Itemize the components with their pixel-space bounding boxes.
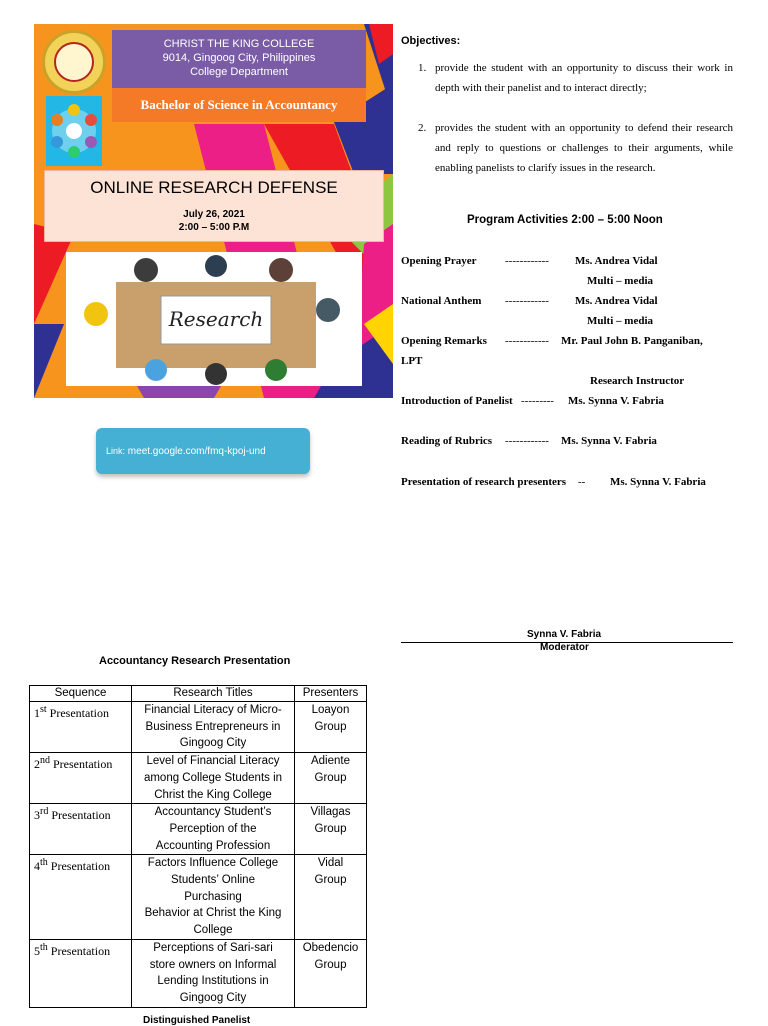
research-title-cell: Level of Financial Literacy among College Students in Christ the King College <box>132 753 295 804</box>
activity-role: Research Instructor <box>590 375 685 387</box>
college-seal-icon <box>42 30 106 94</box>
meeting-url[interactable]: meet.google.com/fmq-kpoj-und <box>127 446 266 457</box>
objective-text: provide the student with an opportunity to discuss their work in depth with their panelist and to interact directly; <box>435 62 733 94</box>
research-title-cell: Factors Influence College Students’ Online Purchasing Behavior at Christ the King College <box>132 855 295 940</box>
research-title-cell: Financial Literacy of Micro- Business Entrepreneurs in Gingoog City <box>132 702 295 753</box>
event-title: ONLINE RESEARCH DEFENSE <box>90 178 338 197</box>
activity-dashes: ------------ <box>505 255 549 267</box>
column-header: Presenters <box>295 686 367 702</box>
panelist-heading: Distinguished Panelist <box>143 1015 251 1026</box>
sequence-cell: 3rd Presentation <box>30 804 132 855</box>
activity-role: Multi – media <box>587 315 653 327</box>
objective-text: provides the student with an opportunity to defend their research and reply to questions or challenges to their arguments, while enabling panelists to clarify issues in the research. <box>435 122 733 174</box>
table-row <box>30 804 367 855</box>
research-title-cell: Accountancy Student’s Perception of the Accounting Profession <box>132 804 295 855</box>
activity-continuation: LPT <box>401 355 423 367</box>
activity-label: National Anthem <box>401 295 482 307</box>
sequence-cell: 5th Presentation <box>30 939 132 1007</box>
table-header-row <box>30 686 367 702</box>
research-title-cell: Perceptions of Sari-sari store owners on Informal Lending Institutions in Gingoog City <box>132 939 295 1007</box>
event-poster <box>34 24 393 398</box>
research-team-image <box>66 252 362 386</box>
table-row <box>30 702 367 753</box>
program-heading: Program Activities 2:00 – 5:00 Noon <box>467 214 663 226</box>
activity-label: Presentation of research presenters <box>401 476 567 488</box>
moderator-role: Moderator <box>540 642 589 653</box>
table-row <box>30 753 367 804</box>
sequence-cell: 2nd Presentation <box>30 753 132 804</box>
presenter-cell: Obedencio Group <box>295 939 367 1007</box>
apps-circle-icon <box>46 96 102 166</box>
presenter-cell: Loayon Group <box>295 702 367 753</box>
event-title-box <box>44 170 384 242</box>
moderator-name: Synna V. Fabria <box>527 629 602 640</box>
college-department: College Department <box>190 66 288 78</box>
college-header <box>112 30 366 88</box>
photo-research-word: Research <box>168 307 264 331</box>
table-row <box>30 855 367 940</box>
event-time: 2:00 – 5:00 P.M <box>178 222 250 233</box>
objectives-heading: Objectives: <box>401 35 461 47</box>
column-header: Research Titles <box>132 686 295 702</box>
event-date: July 26, 2021 <box>183 209 245 220</box>
activity-person: Ms. Synna V. Fabria <box>568 395 664 407</box>
activity-dashes: --------- <box>521 395 554 407</box>
presenter-cell: Vidal Group <box>295 855 367 940</box>
presenter-cell: Villagas Group <box>295 804 367 855</box>
activity-dashes: ------------ <box>505 435 549 447</box>
presenter-cell: Adiente Group <box>295 753 367 804</box>
activity-person: Ms. Synna V. Fabria <box>610 476 706 488</box>
table-row <box>30 939 367 1007</box>
meeting-link-button[interactable] <box>96 428 310 474</box>
activity-label: Opening Prayer <box>401 255 477 267</box>
sequence-cell: 4th Presentation <box>30 855 132 940</box>
table-title: Accountancy Research Presentation <box>99 655 291 667</box>
activity-label: Opening Remarks <box>401 335 487 347</box>
college-name: CHRIST THE KING COLLEGE <box>163 38 315 50</box>
activity-label: Introduction of Panelist <box>401 395 513 407</box>
sequence-cell: 1st Presentation <box>30 702 132 753</box>
activity-label: Reading of Rubrics <box>401 435 493 447</box>
activity-dashes: ------------ <box>505 335 549 347</box>
college-address: 9014, Gingoog City, Philippines <box>162 52 316 64</box>
objective-number: 1. <box>418 62 427 74</box>
link-label: Link: <box>106 446 126 456</box>
activity-person: Ms. Synna V. Fabria <box>561 435 657 447</box>
program-name: Bachelor of Science in Accountancy <box>112 88 366 122</box>
activity-dashes: -- <box>578 476 586 488</box>
activity-dashes: ------------ <box>505 295 549 307</box>
objective-number: 2. <box>418 122 427 134</box>
presentation-table <box>29 685 367 1008</box>
activity-person: Ms. Andrea Vidal <box>575 295 658 307</box>
activity-person: Ms. Andrea Vidal <box>575 255 658 267</box>
column-header: Sequence <box>30 686 132 702</box>
activity-person: Mr. Paul John B. Panganiban, <box>561 335 703 347</box>
activity-role: Multi – media <box>587 275 653 287</box>
